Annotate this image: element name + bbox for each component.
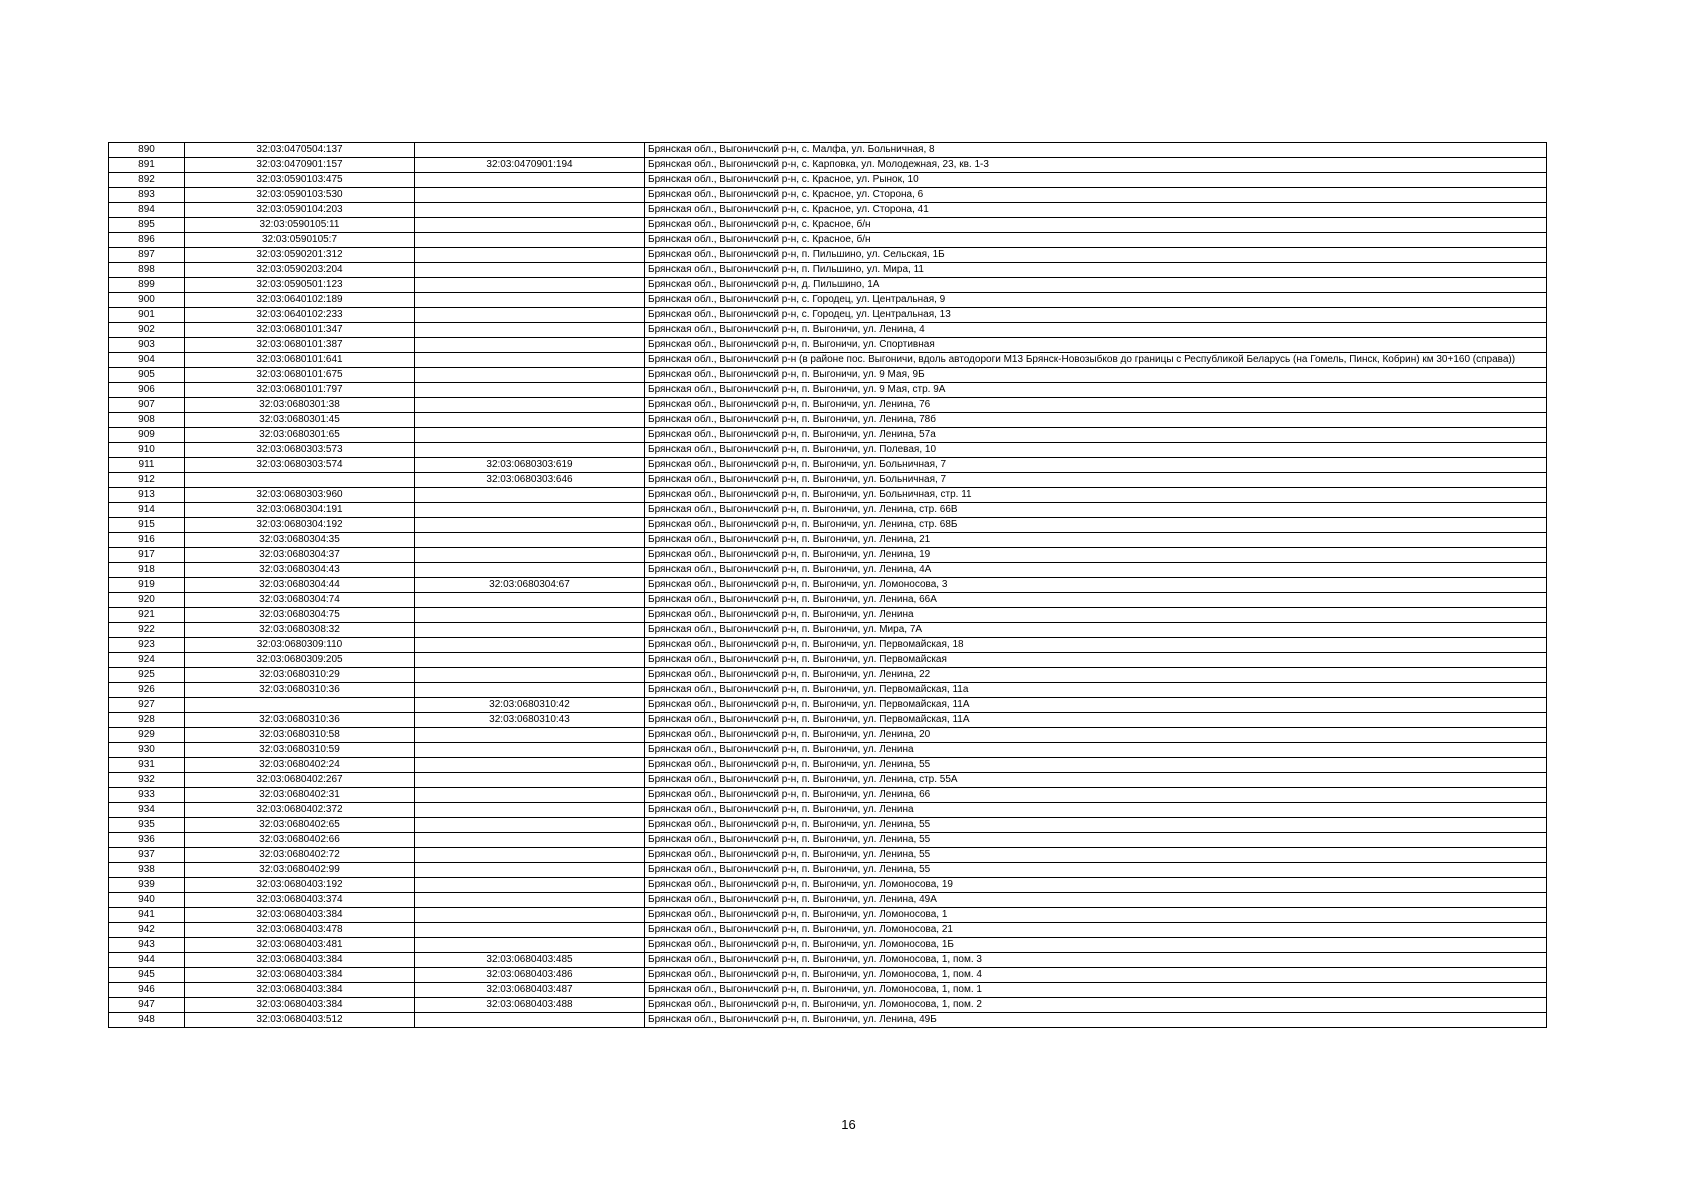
address-cell: Брянская обл., Выгоничский р-н, п. Выгоничи, ул. Ленина, стр. 66В bbox=[645, 503, 1547, 518]
related-number-cell bbox=[415, 728, 645, 743]
related-number-cell bbox=[415, 293, 645, 308]
table-row bbox=[109, 413, 1547, 428]
related-number-cell bbox=[415, 878, 645, 893]
table-row bbox=[109, 368, 1547, 383]
table-row bbox=[109, 203, 1547, 218]
row-number-cell: 929 bbox=[109, 728, 185, 743]
table-row bbox=[109, 158, 1547, 173]
row-number-cell: 936 bbox=[109, 833, 185, 848]
address-cell: Брянская обл., Выгоничский р-н, п. Выгоничи, ул. Ломоносова, 1, пом. 2 bbox=[645, 998, 1547, 1013]
table-row bbox=[109, 473, 1547, 488]
table-row bbox=[109, 308, 1547, 323]
table-row bbox=[109, 503, 1547, 518]
address-cell: Брянская обл., Выгоничский р-н, п. Выгоничи, ул. Ленина bbox=[645, 608, 1547, 623]
related-number-cell bbox=[415, 638, 645, 653]
address-cell: Брянская обл., Выгоничский р-н, п. Выгоничи, ул. Ленина, 55 bbox=[645, 818, 1547, 833]
cadastral-number-cell: 32:03:0680403:512 bbox=[185, 1013, 415, 1028]
related-number-cell bbox=[415, 743, 645, 758]
cadastral-number-cell: 32:03:0680310:36 bbox=[185, 713, 415, 728]
address-cell: Брянская обл., Выгоничский р-н, п. Выгоничи, ул. Больничная, стр. 11 bbox=[645, 488, 1547, 503]
cadastral-number-cell: 32:03:0680402:99 bbox=[185, 863, 415, 878]
table-row bbox=[109, 638, 1547, 653]
related-number-cell bbox=[415, 338, 645, 353]
related-number-cell bbox=[415, 563, 645, 578]
address-cell: Брянская обл., Выгоничский р-н, п. Выгоничи, ул. Ленина, стр. 68Б bbox=[645, 518, 1547, 533]
related-number-cell bbox=[415, 263, 645, 278]
table-row bbox=[109, 518, 1547, 533]
cadastral-number-cell: 32:03:0680304:37 bbox=[185, 548, 415, 563]
row-number-cell: 917 bbox=[109, 548, 185, 563]
related-number-cell bbox=[415, 428, 645, 443]
address-cell: Брянская обл., Выгоничский р-н, п. Выгоничи, ул. Ленина, 19 bbox=[645, 548, 1547, 563]
row-number-cell: 927 bbox=[109, 698, 185, 713]
table-row bbox=[109, 968, 1547, 983]
table-row bbox=[109, 863, 1547, 878]
cadastral-number-cell: 32:03:0680303:574 bbox=[185, 458, 415, 473]
row-number-cell: 910 bbox=[109, 443, 185, 458]
cadastral-number-cell: 32:03:0680301:65 bbox=[185, 428, 415, 443]
table-row bbox=[109, 758, 1547, 773]
address-cell: Брянская обл., Выгоничский р-н, п. Выгоничи, ул. Ломоносова, 1, пом. 3 bbox=[645, 953, 1547, 968]
table-row bbox=[109, 383, 1547, 398]
cadastral-number-cell: 32:03:0680310:29 bbox=[185, 668, 415, 683]
cadastral-number-cell: 32:03:0680402:66 bbox=[185, 833, 415, 848]
related-number-cell bbox=[415, 368, 645, 383]
address-cell: Брянская обл., Выгоничский р-н, п. Выгоничи, ул. Ленина, 55 bbox=[645, 848, 1547, 863]
related-number-cell bbox=[415, 398, 645, 413]
cadastral-number-cell: 32:03:0680308:32 bbox=[185, 623, 415, 638]
row-number-cell: 911 bbox=[109, 458, 185, 473]
related-number-cell: 32:03:0680403:487 bbox=[415, 983, 645, 998]
row-number-cell: 896 bbox=[109, 233, 185, 248]
address-cell: Брянская обл., Выгоничский р-н, с. Малфа, ул. Больничная, 8 bbox=[645, 143, 1547, 158]
table-row bbox=[109, 1013, 1547, 1028]
related-number-cell bbox=[415, 533, 645, 548]
table-row bbox=[109, 143, 1547, 158]
address-cell: Брянская обл., Выгоничский р-н, п. Выгоничи, ул. Мира, 7А bbox=[645, 623, 1547, 638]
related-number-cell bbox=[415, 308, 645, 323]
row-number-cell: 937 bbox=[109, 848, 185, 863]
row-number-cell: 916 bbox=[109, 533, 185, 548]
row-number-cell: 923 bbox=[109, 638, 185, 653]
cadastral-number-cell: 32:03:0590501:123 bbox=[185, 278, 415, 293]
address-cell: Брянская обл., Выгоничский р-н, п. Выгоничи, ул. Первомайская, 11а bbox=[645, 683, 1547, 698]
address-cell: Брянская обл., Выгоничский р-н, п. Выгоничи, ул. 9 Мая, 9Б bbox=[645, 368, 1547, 383]
address-cell: Брянская обл., Выгоничский р-н, п. Выгоничи, ул. Ленина, 66А bbox=[645, 593, 1547, 608]
related-number-cell bbox=[415, 923, 645, 938]
table-row bbox=[109, 353, 1547, 368]
related-number-cell bbox=[415, 383, 645, 398]
related-number-cell bbox=[415, 488, 645, 503]
table-row bbox=[109, 653, 1547, 668]
table-row bbox=[109, 773, 1547, 788]
cadastral-number-cell: 32:03:0680403:192 bbox=[185, 878, 415, 893]
related-number-cell: 32:03:0680403:488 bbox=[415, 998, 645, 1013]
related-number-cell: 32:03:0680304:67 bbox=[415, 578, 645, 593]
address-cell: Брянская обл., Выгоничский р-н, п. Выгоничи, ул. Полевая, 10 bbox=[645, 443, 1547, 458]
table-row bbox=[109, 803, 1547, 818]
table-row bbox=[109, 938, 1547, 953]
cadastral-number-cell: 32:03:0680304:75 bbox=[185, 608, 415, 623]
address-cell: Брянская обл., Выгоничский р-н, п. Выгоничи, ул. Ленина, 55 bbox=[645, 758, 1547, 773]
table-row bbox=[109, 743, 1547, 758]
page-number: 16 bbox=[841, 1117, 856, 1132]
row-number-cell: 942 bbox=[109, 923, 185, 938]
cadastral-number-cell: 32:03:0680403:481 bbox=[185, 938, 415, 953]
related-number-cell bbox=[415, 323, 645, 338]
row-number-cell: 914 bbox=[109, 503, 185, 518]
address-cell: Брянская обл., Выгоничский р-н, п. Выгоничи, ул. Ленина, 78б bbox=[645, 413, 1547, 428]
cadastral-number-cell: 32:03:0680310:36 bbox=[185, 683, 415, 698]
related-number-cell bbox=[415, 503, 645, 518]
table-row bbox=[109, 278, 1547, 293]
address-cell: Брянская обл., Выгоничский р-н, п. Выгоничи, ул. Ленина, 76 bbox=[645, 398, 1547, 413]
related-number-cell bbox=[415, 938, 645, 953]
address-cell: Брянская обл., Выгоничский р-н, с. Городец, ул. Центральная, 9 bbox=[645, 293, 1547, 308]
cadastral-number-cell: 32:03:0590105:7 bbox=[185, 233, 415, 248]
row-number-cell: 918 bbox=[109, 563, 185, 578]
table-row bbox=[109, 233, 1547, 248]
cadastral-number-cell: 32:03:0680301:38 bbox=[185, 398, 415, 413]
table-row bbox=[109, 458, 1547, 473]
cadastral-number-cell: 32:03:0590103:475 bbox=[185, 173, 415, 188]
row-number-cell: 940 bbox=[109, 893, 185, 908]
row-number-cell: 946 bbox=[109, 983, 185, 998]
table-row bbox=[109, 563, 1547, 578]
table-row bbox=[109, 833, 1547, 848]
table-row bbox=[109, 923, 1547, 938]
cadastral-number-cell: 32:03:0680402:72 bbox=[185, 848, 415, 863]
cadastral-number-cell: 32:03:0680403:374 bbox=[185, 893, 415, 908]
address-cell: Брянская обл., Выгоничский р-н, п. Выгоничи, ул. Ломоносова, 1 bbox=[645, 908, 1547, 923]
table-row bbox=[109, 488, 1547, 503]
cadastral-number-cell: 32:03:0680301:45 bbox=[185, 413, 415, 428]
related-number-cell bbox=[415, 653, 645, 668]
table-row bbox=[109, 668, 1547, 683]
table-row bbox=[109, 818, 1547, 833]
related-number-cell bbox=[415, 773, 645, 788]
row-number-cell: 947 bbox=[109, 998, 185, 1013]
address-cell: Брянская обл., Выгоничский р-н, п. Выгоничи, ул. Ленина bbox=[645, 803, 1547, 818]
address-cell: Брянская обл., Выгоничский р-н, с. Красное, ул. Рынок, 10 bbox=[645, 173, 1547, 188]
table-row bbox=[109, 188, 1547, 203]
address-cell: Брянская обл., Выгоничский р-н, п. Выгоничи, ул. Первомайская bbox=[645, 653, 1547, 668]
related-number-cell bbox=[415, 758, 645, 773]
cadastral-number-cell: 32:03:0680402:267 bbox=[185, 773, 415, 788]
address-cell: Брянская обл., Выгоничский р-н, п. Выгоничи, ул. Ломоносова, 1, пом. 4 bbox=[645, 968, 1547, 983]
cadastral-number-cell: 32:03:0680304:35 bbox=[185, 533, 415, 548]
related-number-cell bbox=[415, 353, 645, 368]
cadastral-number-cell: 32:03:0680310:59 bbox=[185, 743, 415, 758]
table-row bbox=[109, 608, 1547, 623]
table-row bbox=[109, 713, 1547, 728]
related-number-cell bbox=[415, 683, 645, 698]
related-number-cell bbox=[415, 203, 645, 218]
cadastral-number-cell: 32:03:0680101:387 bbox=[185, 338, 415, 353]
row-number-cell: 895 bbox=[109, 218, 185, 233]
address-cell: Брянская обл., Выгоничский р-н, п. Пильшино, ул. Мира, 11 bbox=[645, 263, 1547, 278]
cadastral-number-cell: 32:03:0680101:675 bbox=[185, 368, 415, 383]
row-number-cell: 912 bbox=[109, 473, 185, 488]
related-number-cell bbox=[415, 908, 645, 923]
cadastral-number-cell: 32:03:0680309:205 bbox=[185, 653, 415, 668]
address-cell: Брянская обл., Выгоничский р-н, с. Городец, ул. Центральная, 13 bbox=[645, 308, 1547, 323]
row-number-cell: 925 bbox=[109, 668, 185, 683]
related-number-cell bbox=[415, 143, 645, 158]
table-row bbox=[109, 323, 1547, 338]
row-number-cell: 900 bbox=[109, 293, 185, 308]
cadastral-number-cell: 32:03:0680403:384 bbox=[185, 908, 415, 923]
row-number-cell: 901 bbox=[109, 308, 185, 323]
related-number-cell bbox=[415, 248, 645, 263]
related-number-cell bbox=[415, 803, 645, 818]
cadastral-number-cell: 32:03:0590201:312 bbox=[185, 248, 415, 263]
address-cell: Брянская обл., Выгоничский р-н, п. Выгоничи, ул. Первомайская, 11А bbox=[645, 713, 1547, 728]
cadastral-number-cell: 32:03:0680402:65 bbox=[185, 818, 415, 833]
cadastral-table bbox=[108, 142, 1547, 1028]
cadastral-number-cell bbox=[185, 698, 415, 713]
table-row bbox=[109, 623, 1547, 638]
table-row bbox=[109, 443, 1547, 458]
row-number-cell: 908 bbox=[109, 413, 185, 428]
address-cell: Брянская обл., Выгоничский р-н, п. Выгоничи, ул. Ломоносова, 1, пом. 1 bbox=[645, 983, 1547, 998]
cadastral-number-cell: 32:03:0470901:157 bbox=[185, 158, 415, 173]
table-row bbox=[109, 698, 1547, 713]
cadastral-number-cell: 32:03:0680101:797 bbox=[185, 383, 415, 398]
row-number-cell: 932 bbox=[109, 773, 185, 788]
cadastral-number-cell: 32:03:0590105:11 bbox=[185, 218, 415, 233]
table-row bbox=[109, 548, 1547, 563]
address-cell: Брянская обл., Выгоничский р-н, п. Выгоничи, ул. Ломоносова, 21 bbox=[645, 923, 1547, 938]
row-number-cell: 941 bbox=[109, 908, 185, 923]
related-number-cell bbox=[415, 848, 645, 863]
address-cell: Брянская обл., Выгоничский р-н, п. Выгоничи, ул. Спортивная bbox=[645, 338, 1547, 353]
cadastral-number-cell: 32:03:0680403:384 bbox=[185, 968, 415, 983]
related-number-cell: 32:03:0680403:485 bbox=[415, 953, 645, 968]
row-number-cell: 904 bbox=[109, 353, 185, 368]
table-row bbox=[109, 728, 1547, 743]
related-number-cell bbox=[415, 218, 645, 233]
address-cell: Брянская обл., Выгоничский р-н, п. Выгоничи, ул. Ленина, 21 bbox=[645, 533, 1547, 548]
row-number-cell: 890 bbox=[109, 143, 185, 158]
row-number-cell: 893 bbox=[109, 188, 185, 203]
address-cell: Брянская обл., Выгоничский р-н, п. Выгоничи, ул. Ленина, 49А bbox=[645, 893, 1547, 908]
address-cell: Брянская обл., Выгоничский р-н, с. Красное, ул. Сторона, 6 bbox=[645, 188, 1547, 203]
cadastral-number-cell: 32:03:0680402:24 bbox=[185, 758, 415, 773]
address-cell: Брянская обл., Выгоничский р-н, п. Выгоничи, ул. Ленина, стр. 55А bbox=[645, 773, 1547, 788]
cadastral-number-cell: 32:03:0680403:384 bbox=[185, 998, 415, 1013]
cadastral-number-cell: 32:03:0680304:44 bbox=[185, 578, 415, 593]
cadastral-number-cell: 32:03:0680402:31 bbox=[185, 788, 415, 803]
table-row bbox=[109, 683, 1547, 698]
row-number-cell: 894 bbox=[109, 203, 185, 218]
related-number-cell bbox=[415, 188, 645, 203]
related-number-cell bbox=[415, 173, 645, 188]
cadastral-number-cell: 32:03:0680402:372 bbox=[185, 803, 415, 818]
related-number-cell bbox=[415, 278, 645, 293]
table-row bbox=[109, 878, 1547, 893]
row-number-cell: 891 bbox=[109, 158, 185, 173]
cadastral-number-cell: 32:03:0640102:189 bbox=[185, 293, 415, 308]
row-number-cell: 897 bbox=[109, 248, 185, 263]
table-row bbox=[109, 293, 1547, 308]
address-cell: Брянская обл., Выгоничский р-н, д. Пильшино, 1А bbox=[645, 278, 1547, 293]
row-number-cell: 919 bbox=[109, 578, 185, 593]
row-number-cell: 948 bbox=[109, 1013, 185, 1028]
related-number-cell: 32:03:0680303:619 bbox=[415, 458, 645, 473]
table-row bbox=[109, 578, 1547, 593]
related-number-cell bbox=[415, 548, 645, 563]
row-number-cell: 902 bbox=[109, 323, 185, 338]
address-cell: Брянская обл., Выгоничский р-н, п. Выгоничи, ул. Ленина, 49Б bbox=[645, 1013, 1547, 1028]
row-number-cell: 931 bbox=[109, 758, 185, 773]
row-number-cell: 920 bbox=[109, 593, 185, 608]
row-number-cell: 921 bbox=[109, 608, 185, 623]
table-row bbox=[109, 173, 1547, 188]
related-number-cell bbox=[415, 893, 645, 908]
address-cell: Брянская обл., Выгоничский р-н, с. Красное, б/н bbox=[645, 218, 1547, 233]
cadastral-number-cell: 32:03:0680403:384 bbox=[185, 983, 415, 998]
row-number-cell: 943 bbox=[109, 938, 185, 953]
cadastral-number-cell: 32:03:0680403:478 bbox=[185, 923, 415, 938]
table-row bbox=[109, 908, 1547, 923]
address-cell: Брянская обл., Выгоничский р-н, с. Карповка, ул. Молодежная, 23, кв. 1-3 bbox=[645, 158, 1547, 173]
address-cell: Брянская обл., Выгоничский р-н, п. Выгоничи, ул. Ленина, 55 bbox=[645, 863, 1547, 878]
address-cell: Брянская обл., Выгоничский р-н, п. Выгоничи, ул. Первомайская, 11А bbox=[645, 698, 1547, 713]
cadastral-number-cell: 32:03:0680304:43 bbox=[185, 563, 415, 578]
row-number-cell: 899 bbox=[109, 278, 185, 293]
related-number-cell bbox=[415, 623, 645, 638]
related-number-cell: 32:03:0680310:42 bbox=[415, 698, 645, 713]
cadastral-number-cell: 32:03:0590203:204 bbox=[185, 263, 415, 278]
row-number-cell: 892 bbox=[109, 173, 185, 188]
table-row bbox=[109, 998, 1547, 1013]
cadastral-number-cell: 32:03:0470504:137 bbox=[185, 143, 415, 158]
address-cell: Брянская обл., Выгоничский р-н, п. Выгоничи, ул. Ломоносова, 1Б bbox=[645, 938, 1547, 953]
related-number-cell bbox=[415, 668, 645, 683]
table-row bbox=[109, 428, 1547, 443]
row-number-cell: 913 bbox=[109, 488, 185, 503]
cadastral-number-cell: 32:03:0680304:191 bbox=[185, 503, 415, 518]
cadastral-number-cell: 32:03:0680304:74 bbox=[185, 593, 415, 608]
cadastral-number-cell: 32:03:0640102:233 bbox=[185, 308, 415, 323]
table-row bbox=[109, 983, 1547, 998]
address-cell: Брянская обл., Выгоничский р-н (в районе пос. Выгоничи, вдоль автодороги М13 Брянск-Новозыбков до границы с Республикой Беларусь (на Гомель, Пинск, Кобрин) км 30+160 (справа)) bbox=[645, 353, 1547, 368]
row-number-cell: 945 bbox=[109, 968, 185, 983]
row-number-cell: 944 bbox=[109, 953, 185, 968]
cadastral-number-cell: 32:03:0680310:58 bbox=[185, 728, 415, 743]
cadastral-number-cell: 32:03:0680101:347 bbox=[185, 323, 415, 338]
related-number-cell bbox=[415, 863, 645, 878]
address-cell: Брянская обл., Выгоничский р-н, п. Выгоничи, ул. Ленина, 4 bbox=[645, 323, 1547, 338]
address-cell: Брянская обл., Выгоничский р-н, п. Выгоничи, ул. Ленина, 57а bbox=[645, 428, 1547, 443]
address-cell: Брянская обл., Выгоничский р-н, п. Выгоничи, ул. 9 Мая, стр. 9А bbox=[645, 383, 1547, 398]
related-number-cell: 32:03:0680403:486 bbox=[415, 968, 645, 983]
row-number-cell: 924 bbox=[109, 653, 185, 668]
related-number-cell bbox=[415, 1013, 645, 1028]
related-number-cell: 32:03:0470901:194 bbox=[415, 158, 645, 173]
address-cell: Брянская обл., Выгоничский р-н, п. Выгоничи, ул. Ленина, 66 bbox=[645, 788, 1547, 803]
address-cell: Брянская обл., Выгоничский р-н, п. Выгоничи, ул. Первомайская, 18 bbox=[645, 638, 1547, 653]
address-cell: Брянская обл., Выгоничский р-н, п. Выгоничи, ул. Больничная, 7 bbox=[645, 458, 1547, 473]
cadastral-number-cell bbox=[185, 473, 415, 488]
row-number-cell: 933 bbox=[109, 788, 185, 803]
related-number-cell bbox=[415, 788, 645, 803]
address-cell: Брянская обл., Выгоничский р-н, п. Выгоничи, ул. Ломоносова, 3 bbox=[645, 578, 1547, 593]
table-row bbox=[109, 398, 1547, 413]
related-number-cell: 32:03:0680310:43 bbox=[415, 713, 645, 728]
row-number-cell: 938 bbox=[109, 863, 185, 878]
row-number-cell: 930 bbox=[109, 743, 185, 758]
row-number-cell: 926 bbox=[109, 683, 185, 698]
address-cell: Брянская обл., Выгоничский р-н, с. Красное, б/н bbox=[645, 233, 1547, 248]
row-number-cell: 934 bbox=[109, 803, 185, 818]
row-number-cell: 928 bbox=[109, 713, 185, 728]
row-number-cell: 906 bbox=[109, 383, 185, 398]
row-number-cell: 935 bbox=[109, 818, 185, 833]
cadastral-number-cell: 32:03:0680101:641 bbox=[185, 353, 415, 368]
row-number-cell: 915 bbox=[109, 518, 185, 533]
row-number-cell: 898 bbox=[109, 263, 185, 278]
table-row bbox=[109, 533, 1547, 548]
address-cell: Брянская обл., Выгоничский р-н, п. Выгоничи, ул. Ленина, 4А bbox=[645, 563, 1547, 578]
address-cell: Брянская обл., Выгоничский р-н, с. Красное, ул. Сторона, 41 bbox=[645, 203, 1547, 218]
table-row bbox=[109, 218, 1547, 233]
table-row bbox=[109, 593, 1547, 608]
related-number-cell bbox=[415, 818, 645, 833]
table-row bbox=[109, 338, 1547, 353]
row-number-cell: 922 bbox=[109, 623, 185, 638]
row-number-cell: 939 bbox=[109, 878, 185, 893]
cadastral-number-cell: 32:03:0680304:192 bbox=[185, 518, 415, 533]
related-number-cell bbox=[415, 233, 645, 248]
address-cell: Брянская обл., Выгоничский р-н, п. Выгоничи, ул. Ленина bbox=[645, 743, 1547, 758]
related-number-cell bbox=[415, 593, 645, 608]
address-cell: Брянская обл., Выгоничский р-н, п. Выгоничи, ул. Больничная, 7 bbox=[645, 473, 1547, 488]
table-row bbox=[109, 953, 1547, 968]
cadastral-number-cell: 32:03:0680303:573 bbox=[185, 443, 415, 458]
address-cell: Брянская обл., Выгоничский р-н, п. Выгоничи, ул. Ленина, 20 bbox=[645, 728, 1547, 743]
address-cell: Брянская обл., Выгоничский р-н, п. Пильшино, ул. Сельская, 1Б bbox=[645, 248, 1547, 263]
related-number-cell bbox=[415, 608, 645, 623]
row-number-cell: 905 bbox=[109, 368, 185, 383]
row-number-cell: 909 bbox=[109, 428, 185, 443]
related-number-cell bbox=[415, 413, 645, 428]
address-cell: Брянская обл., Выгоничский р-н, п. Выгоничи, ул. Ломоносова, 19 bbox=[645, 878, 1547, 893]
table-row bbox=[109, 248, 1547, 263]
related-number-cell bbox=[415, 518, 645, 533]
table-row bbox=[109, 848, 1547, 863]
row-number-cell: 907 bbox=[109, 398, 185, 413]
cadastral-number-cell: 32:03:0590103:530 bbox=[185, 188, 415, 203]
address-cell: Брянская обл., Выгоничский р-н, п. Выгоничи, ул. Ленина, 22 bbox=[645, 668, 1547, 683]
cadastral-number-cell: 32:03:0680303:960 bbox=[185, 488, 415, 503]
row-number-cell: 903 bbox=[109, 338, 185, 353]
cadastral-number-cell: 32:03:0590104:203 bbox=[185, 203, 415, 218]
related-number-cell bbox=[415, 443, 645, 458]
address-cell: Брянская обл., Выгоничский р-н, п. Выгоничи, ул. Ленина, 55 bbox=[645, 833, 1547, 848]
related-number-cell bbox=[415, 833, 645, 848]
cadastral-number-cell: 32:03:0680403:384 bbox=[185, 953, 415, 968]
cadastral-number-cell: 32:03:0680309:110 bbox=[185, 638, 415, 653]
related-number-cell: 32:03:0680303:646 bbox=[415, 473, 645, 488]
table-body bbox=[109, 143, 1547, 1028]
table-row bbox=[109, 788, 1547, 803]
table-row bbox=[109, 893, 1547, 908]
table-row bbox=[109, 263, 1547, 278]
